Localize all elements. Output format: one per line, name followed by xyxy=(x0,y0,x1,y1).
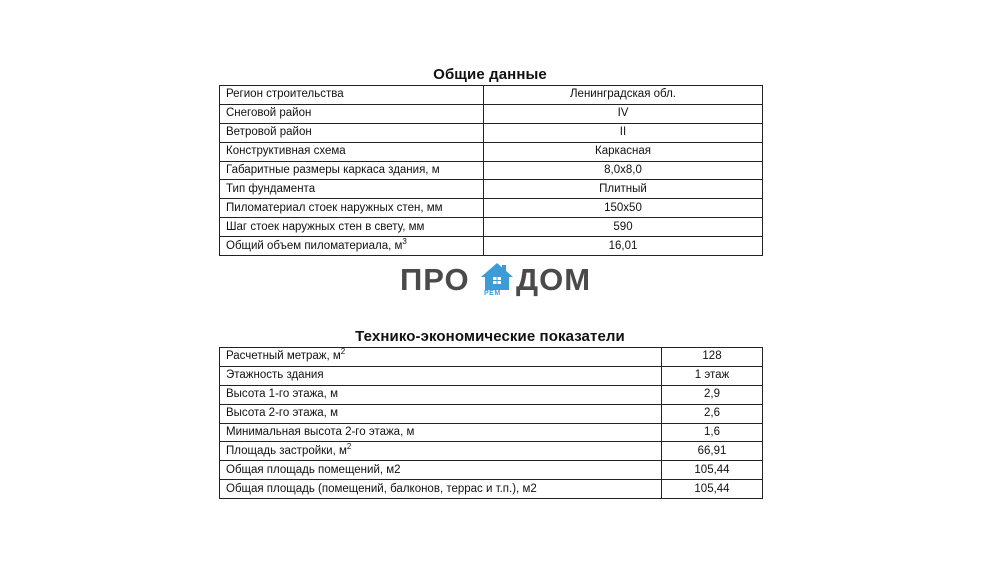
row-label: Тип фундамента xyxy=(220,180,484,199)
general-data-title: Общие данные xyxy=(433,66,547,83)
row-value: 1 этаж xyxy=(662,366,763,385)
indicators-title: Технико-экономические показатели xyxy=(355,328,625,345)
table-row xyxy=(220,366,763,385)
row-label: Площадь застройки, м xyxy=(226,444,347,457)
table-row xyxy=(220,237,763,256)
row-label: Общий объем пиломатериала, м xyxy=(226,239,403,252)
row-label: Шаг стоек наружных стен в свету, мм xyxy=(220,218,484,237)
table-row xyxy=(220,161,763,180)
row-value: 2,6 xyxy=(662,404,763,423)
row-label: Снеговой район xyxy=(220,104,484,123)
table-row xyxy=(220,480,763,499)
unit-superscript: 2 xyxy=(340,347,346,357)
row-value: 590 xyxy=(484,218,763,237)
table-row xyxy=(220,104,763,123)
table-row xyxy=(220,218,763,237)
row-label: Ветровой район xyxy=(220,123,484,142)
row-value: IV xyxy=(484,104,763,123)
row-label-cell xyxy=(220,237,484,256)
row-label: Габаритные размеры каркаса здания, м xyxy=(220,161,484,180)
unit-superscript: 3 xyxy=(402,236,407,246)
prodom-logo xyxy=(400,262,600,302)
row-value: 16,01 xyxy=(484,237,763,256)
row-value: Плитный xyxy=(484,180,763,199)
logo-text-left: ПРО xyxy=(400,262,470,297)
table-row xyxy=(220,348,763,367)
house-icon xyxy=(480,262,514,292)
table-row xyxy=(220,142,763,161)
row-label: Высота 2-го этажа, м xyxy=(220,404,662,423)
table-row xyxy=(220,385,763,404)
row-value: 1,6 xyxy=(662,423,763,442)
table-row xyxy=(220,404,763,423)
row-label: Пиломатериал стоек наружных стен, мм xyxy=(220,199,484,218)
row-value: 2,9 xyxy=(662,385,763,404)
table-row xyxy=(220,180,763,199)
row-value: Каркасная xyxy=(484,142,763,161)
table-row xyxy=(220,199,763,218)
row-value: 66,91 xyxy=(662,442,763,461)
row-label: Общая площадь (помещений, балконов, террас и т.п.), м2 xyxy=(220,480,662,499)
table-row xyxy=(220,423,763,442)
row-value: 8,0х8,0 xyxy=(484,161,763,180)
row-value: 150х50 xyxy=(484,199,763,218)
row-value: 128 xyxy=(662,348,763,367)
row-label-cell xyxy=(220,442,662,461)
row-label: Минимальная высота 2-го этажа, м xyxy=(220,423,662,442)
logo-subtext: РЕМ xyxy=(484,290,501,297)
row-label: Регион строительства xyxy=(220,86,484,105)
table-row xyxy=(220,461,763,480)
row-label: Высота 1-го этажа, м xyxy=(220,385,662,404)
unit-superscript: 2 xyxy=(346,441,352,451)
general-data-table xyxy=(219,85,763,256)
row-label: Общая площадь помещений, м2 xyxy=(220,461,662,480)
row-value: II xyxy=(484,123,763,142)
row-label: Этажность здания xyxy=(220,366,662,385)
table-row xyxy=(220,123,763,142)
row-label: Расчетный метраж, м xyxy=(226,350,341,363)
indicators-table xyxy=(219,347,763,499)
row-value: Ленинградская обл. xyxy=(484,86,763,105)
row-label: Конструктивная схема xyxy=(220,142,484,161)
logo-text-right: ДОМ xyxy=(516,262,592,297)
table-row xyxy=(220,86,763,105)
row-value: 105,44 xyxy=(662,480,763,499)
row-value: 105,44 xyxy=(662,461,763,480)
table-row xyxy=(220,442,763,461)
row-label-cell xyxy=(220,348,662,367)
